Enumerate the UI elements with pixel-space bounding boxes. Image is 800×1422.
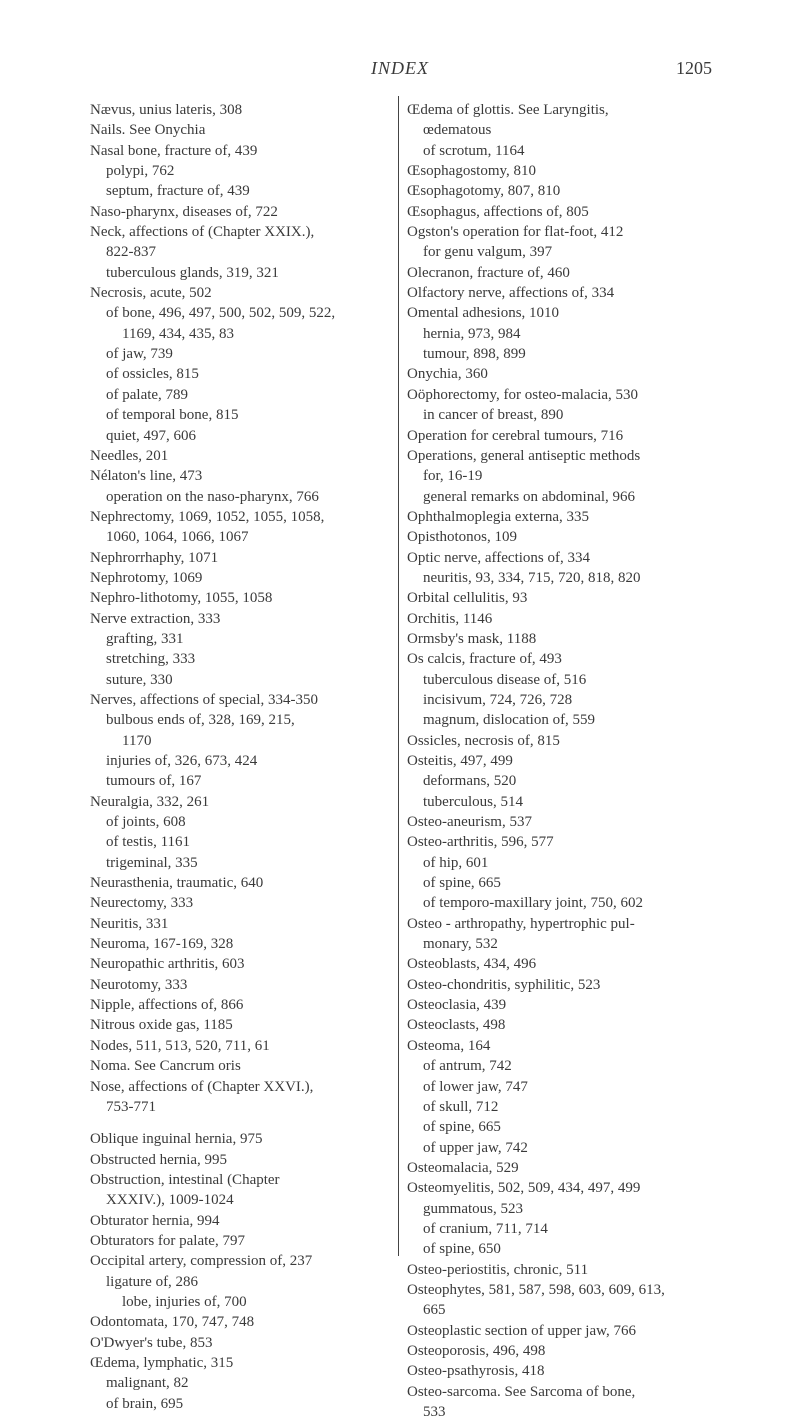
index-entry: Osteo-psathyrosis, 418 [407,1363,545,1380]
section-gap [90,1117,390,1129]
index-entry: Ormsby's mask, 1188 [407,630,537,647]
index-entry: Noma. See Cancrum oris [90,1058,241,1075]
index-column-right [407,100,715,1422]
index-entry: Needles, 201 [90,447,169,464]
index-entry: Osteoblasts, 434, 496 [407,956,537,973]
index-subentry: of spine, 665 [423,875,501,892]
index-entry: Neuropathic arthritis, 603 [90,956,245,973]
index-subentry: incisivum, 724, 726, 728 [423,691,573,708]
index-entry: Nitrous oxide gas, 1185 [90,1017,233,1034]
index-entry: Nerve extraction, 333 [90,610,221,627]
index-entry: Neurasthenia, traumatic, 640 [90,875,264,892]
index-subentry: tuberculous, 514 [423,793,523,810]
index-entry: Necrosis, acute, 502 [90,285,212,302]
index-entry: Orbital cellulitis, 93 [407,590,528,607]
index-entry: Nipple, affections of, 866 [90,997,244,1014]
index-column-left [90,100,390,1414]
index-entry: Operation for cerebral tumours, 716 [407,427,624,444]
index-subentry: of bone, 496, 497, 500, 502, 509, 522, [106,305,336,322]
index-entry: Osteoporosis, 496, 498 [407,1342,546,1359]
index-subentry: for, 16-19 [423,468,483,485]
index-subentry: malignant, 82 [106,1375,189,1392]
index-entry: Œdema, lymphatic, 315 [90,1354,234,1371]
index-entry: Nephro-lithotomy, 1055, 1058 [90,590,273,607]
index-entry: Onychia, 360 [407,366,488,383]
index-subentry: tuberculous disease of, 516 [423,671,587,688]
index-entry: Oöphorectomy, for osteo-malacia, 530 [407,386,639,403]
index-subentry: stretching, 333 [106,651,196,668]
index-subentry: neuritis, 93, 334, 715, 720, 818, 820 [423,569,641,586]
index-subentry: grafting, 331 [106,630,184,647]
index-subentry: of ossicles, 815 [106,366,199,383]
index-entry: Obturators for palate, 797 [90,1232,245,1249]
index-entry: Nose, affections of (Chapter XXVI.), [90,1078,314,1095]
index-entry: Osteoma, 164 [407,1037,491,1054]
index-subentry: injuries of, 326, 673, 424 [106,753,258,769]
index-subentry: 753-771 [106,1098,156,1115]
index-subentry: ligature of, 286 [106,1273,199,1290]
index-subentry: of temporo-maxillary joint, 750, 602 [423,895,643,912]
index-subentry: operation on the naso-pharynx, 766 [106,488,319,505]
index-entry: Optic nerve, affections of, 334 [407,549,590,566]
index-entry: Olecranon, fracture of, 460 [407,264,570,281]
index-subentry: of scrotum, 1164 [423,142,525,159]
index-subentry: of testis, 1161 [106,834,191,851]
index-subentry: of cranium, 711, 714 [423,1220,548,1237]
index-entry: Nephrorrhaphy, 1071 [90,549,219,566]
index-entry: Neuritis, 331 [90,915,169,932]
index-subentry: tumour, 898, 899 [423,346,526,363]
index-subentry: tuberculous glands, 319, 321 [106,264,279,281]
index-subentry: œdematous [423,122,492,139]
index-subentry: magnum, dislocation of, 559 [423,712,596,729]
index-entry: Nélaton's line, 473 [90,468,203,485]
index-subentry: XXXIV.), 1009-1024 [106,1192,234,1209]
index-entry: O'Dwyer's tube, 853 [90,1334,213,1351]
index-subentry: trigeminal, 335 [106,854,198,871]
column-divider [398,96,399,1256]
index-entry: Neck, affections of (Chapter XXIX.), [90,224,315,241]
index-entry: Neuralgia, 332, 261 [90,793,210,810]
index-entry: Osteoplastic section of upper jaw, 766 [407,1322,636,1339]
index-entry: Nævus, unius lateris, 308 [90,102,243,118]
index-entry: Osteo-sarcoma. See Sarcoma of bone, [407,1383,636,1400]
index-entry: Osteo-periostitis, chronic, 511 [407,1261,589,1278]
index-subentry: 1060, 1064, 1066, 1067 [106,529,249,546]
index-entry: Obstructed hernia, 995 [90,1151,228,1168]
index-subentry: 533 [423,1404,446,1420]
index-subentry: quiet, 497, 606 [106,427,196,444]
index-subentry: of joints, 608 [106,814,186,831]
index-entry: Obstruction, intestinal (Chapter [90,1171,280,1188]
index-entry: Omental adhesions, 1010 [407,305,560,322]
index-entry: Osteitis, 497, 499 [407,753,513,769]
index-subentry: septum, fracture of, 439 [106,183,250,200]
index-subentry: of spine, 650 [423,1241,501,1258]
index-subentry: of palate, 789 [106,386,189,403]
index-entry: Osteo - arthropathy, hypertrophic pul- [407,915,635,932]
index-subentry: in cancer of breast, 890 [423,407,564,424]
index-entry: Nerves, affections of special, 334-350 [90,691,318,708]
index-entry: Nasal bone, fracture of, 439 [90,142,258,159]
index-subentry: polypi, 762 [106,163,175,180]
index-entry: Ogston's operation for flat-foot, 412 [407,224,624,241]
page-number: 1205 [676,58,712,78]
index-subentry: monary, 532 [423,936,498,953]
index-entry: Œsophagostomy, 810 [407,163,537,180]
index-entry: Nephrotomy, 1069 [90,569,203,586]
index-entry: Osteo-arthritis, 596, 577 [407,834,554,851]
index-entry: Œsophagotomy, 807, 810 [407,183,561,200]
index-entry: Nephrectomy, 1069, 1052, 1055, 1058, [90,508,325,525]
index-subentry: 1169, 434, 435, 83 [122,325,234,342]
index-entry: Osteo-aneurism, 537 [407,814,532,831]
index-entry: Nodes, 511, 513, 520, 711, 61 [90,1037,270,1054]
index-subentry: of temporal bone, 815 [106,407,239,424]
index-subentry: 1170 [122,732,152,749]
index-entry: Nails. See Onychia [90,122,206,139]
index-entry: Neurectomy, 333 [90,895,194,912]
index-subentry: of lower jaw, 747 [423,1078,528,1095]
index-subentry: of upper jaw, 742 [423,1139,528,1156]
index-entry: Osteomalacia, 529 [407,1159,519,1176]
index-entry: Naso-pharynx, diseases of, 722 [90,203,278,220]
page-header [0,58,800,84]
index-entry: Obturator hernia, 994 [90,1212,220,1229]
index-subentry: bulbous ends of, 328, 169, 215, [106,712,295,729]
index-entry: Osteophytes, 581, 587, 598, 603, 609, 613, [407,1281,665,1298]
index-subentry: deformans, 520 [423,773,517,790]
index-subentry: of brain, 695 [106,1395,184,1412]
index-entry: Neurotomy, 333 [90,976,188,993]
index-entry: Orchitis, 1146 [407,610,493,627]
index-subentry: of jaw, 739 [106,346,173,363]
index-entry: Operations, general antiseptic methods [407,447,641,464]
index-subentry: 822-837 [106,244,156,261]
index-subentry: of antrum, 742 [423,1058,512,1075]
index-entry: Occipital artery, compression of, 237 [90,1253,313,1270]
index-entry: Osteoclasia, 439 [407,997,507,1014]
index-subentry: hernia, 973, 984 [423,325,521,342]
index-entry: Osteomyelitis, 502, 509, 434, 497, 499 [407,1180,641,1197]
index-entry: Œsophagus, affections of, 805 [407,203,589,220]
index-entry: Œdema of glottis. See Laryngitis, [407,102,609,118]
index-entry: Neuroma, 167-169, 328 [90,936,234,953]
index-subentry: of skull, 712 [423,1098,499,1115]
index-entry: Ossicles, necrosis of, 815 [407,732,560,749]
index-subentry: suture, 330 [106,671,173,688]
index-subentry: for genu valgum, 397 [423,244,553,261]
index-subentry: general remarks on abdominal, 966 [423,488,636,505]
index-entry: Odontomata, 170, 747, 748 [90,1314,255,1331]
index-entry: Os calcis, fracture of, 493 [407,651,562,668]
index-entry: Ophthalmoplegia externa, 335 [407,508,590,525]
index-entry: Osteo-chondritis, syphilitic, 523 [407,976,601,993]
index-subentry: lobe, injuries of, 700 [122,1293,247,1310]
index-entry: Osteoclasts, 498 [407,1017,506,1034]
index-subentry: tumours of, 167 [106,773,202,790]
index-entry: Opisthotonos, 109 [407,529,518,546]
running-title: INDEX [371,58,429,78]
index-subentry: 665 [423,1302,446,1319]
index-entry: Oblique inguinal hernia, 975 [90,1131,263,1148]
index-entry: Olfactory nerve, affections of, 334 [407,285,615,302]
index-subentry: of hip, 601 [423,854,489,871]
index-subentry: gummatous, 523 [423,1200,523,1217]
index-subentry: of spine, 665 [423,1119,501,1136]
